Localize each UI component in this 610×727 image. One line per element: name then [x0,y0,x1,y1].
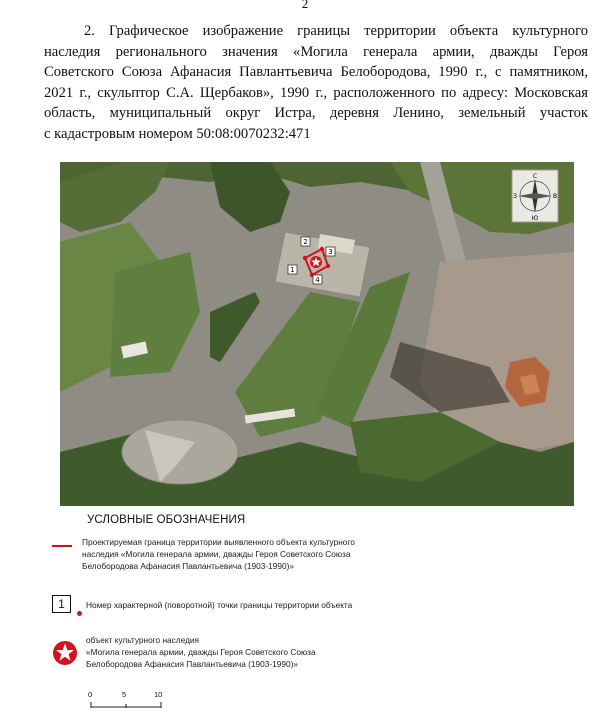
point-2: 2 [303,238,308,246]
scale-label: 0 [88,690,93,699]
legend-title: УСЛОВНЫЕ ОБОЗНАЧЕНИЯ [87,514,246,526]
compass-e: В [552,193,558,200]
point-4: 4 [315,276,320,284]
boundary-legend-symbol [52,545,72,547]
heading-line: область, муниципальный округ Истра, деревня Ленино, земельный участок [44,105,588,121]
heading-line: с кадастровым номером 50:08:0070232:471 [44,125,311,142]
point-number-legend-symbol: 1 [52,595,71,613]
scale-label: 5 [122,690,127,699]
legend-line: Номер характерной (поворотной) точки границы территории объекта [86,600,353,610]
scale-bar-graphic [90,701,162,709]
boundary-point-label [313,275,322,284]
section-heading [44,21,588,144]
heading-line: 2. Графическое изображение границы территории объекта культурного [84,23,588,39]
legend-line: Белобородова Афанасия Павлантьевича (1903-1990)» [82,561,294,572]
scale-label: 10 [154,690,163,699]
point-1: 1 [290,266,295,274]
boundary-legend-text [82,536,355,573]
point-3: 3 [328,248,333,256]
legend-line: Белобородова Афанасия Павлантьевича (1903-1990)» [86,659,298,670]
boundary-point-label [326,247,335,256]
point-legend-text [86,599,352,611]
heading-line: 2021 г., скульптор С.А. Щербаков», 1990 г., расположенного по адресу: Московская [44,84,588,101]
legend-line: объект культурного наследия [86,635,200,645]
boundary-point-label [288,265,297,274]
compass-w: З [513,193,517,200]
point-dot-icon [77,611,82,616]
legend-line: наследия «Могила генерала армии, дважды Героя Советского Союза [82,549,351,560]
red-star-icon [52,640,78,666]
heading-line: Советского Союза Афанасия Павлантьевича Белобородова, 1990 г., с памятником, [44,64,588,80]
compass-rose [512,170,558,222]
heading-line: наследия регионального значения «Могила генерала армии, дважды Героя [44,43,588,60]
satellite-map [60,162,574,506]
compass-n: С [532,173,538,180]
compass-s: Ю [531,215,539,222]
object-legend-text [86,634,316,671]
boundary-point-label [301,237,310,246]
legend-line: «Могила генерала армии, дважды Героя Советского Союза [86,647,316,658]
scale-bar [88,690,168,714]
legend-line: Проектируемая граница территории выявленного объекта культурного [82,537,355,547]
page-number: 2 [301,0,309,11]
